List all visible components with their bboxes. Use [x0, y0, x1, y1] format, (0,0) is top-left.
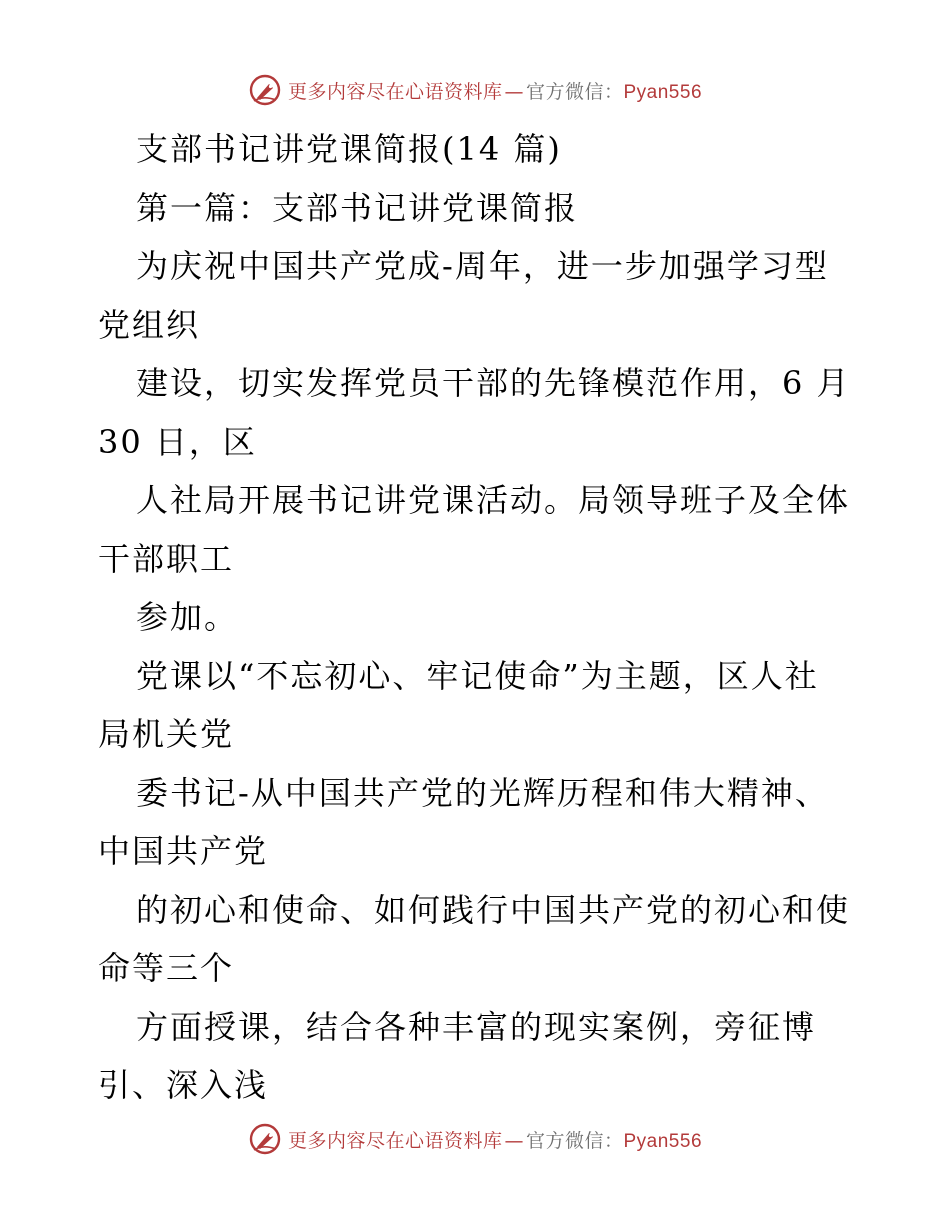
watermark-main-text: 更多内容尽在心语资料库 — [287, 80, 503, 103]
paragraph-line: 局机关党 — [98, 715, 235, 753]
paragraph-line: 引、深入浅 — [98, 1066, 269, 1104]
paragraph-line: 的初心和使命、如何践行中国共产党的初心和使 — [136, 890, 851, 929]
header-watermark-banner — [0, 68, 950, 112]
watermark-official-label: 官方微信： — [525, 1129, 624, 1152]
paragraph-line: 为庆祝中国共产党成-周年，进一步加强学习型 — [136, 247, 829, 285]
footer-watermark-banner — [0, 1117, 950, 1161]
paragraph-line: 建设，切实发挥党员干部的先锋模范作用，6 月 — [136, 364, 851, 402]
paragraph-line: 中国共产党 — [98, 832, 269, 870]
watermark-main-text: 更多内容尽在心语资料库 — [287, 1129, 503, 1152]
watermark-separator: — — [504, 80, 524, 103]
paragraph-line: 党组织 — [98, 305, 201, 344]
watermark-official-label: 官方微信： — [525, 80, 624, 103]
paragraph-line: 干部职工 — [98, 539, 235, 578]
pen-nib-circle-icon — [248, 1122, 282, 1156]
paragraph-line: 党课以“不忘初心、牢记使命”为主题，区人社 — [136, 656, 819, 695]
paragraph-line: 30 日，区 — [98, 422, 257, 461]
watermark-wechat-id: Pyan556 — [623, 1130, 703, 1152]
watermark-separator: — — [504, 1129, 524, 1152]
watermark-text — [288, 77, 702, 104]
watermark-text — [288, 1126, 702, 1153]
document-body — [98, 120, 868, 1115]
section-heading: 第一篇：支部书记讲党课简报 — [136, 188, 579, 227]
paragraph-line: 方面授课，结合各种丰富的现实案例，旁征博 — [136, 1007, 817, 1046]
paragraph-line: 委书记-从中国共产党的光辉历程和伟大精神、 — [136, 773, 829, 812]
paragraph-line: 人社局开展书记讲党课活动。局领导班子及全体 — [136, 481, 851, 519]
document-title: 支部书记讲党课简报(14 篇) — [136, 130, 562, 168]
pen-nib-circle-icon — [248, 73, 282, 107]
watermark-wechat-id: Pyan556 — [623, 81, 703, 103]
paragraph-line: 命等三个 — [98, 949, 235, 987]
paragraph-line: 参加。 — [136, 598, 239, 636]
